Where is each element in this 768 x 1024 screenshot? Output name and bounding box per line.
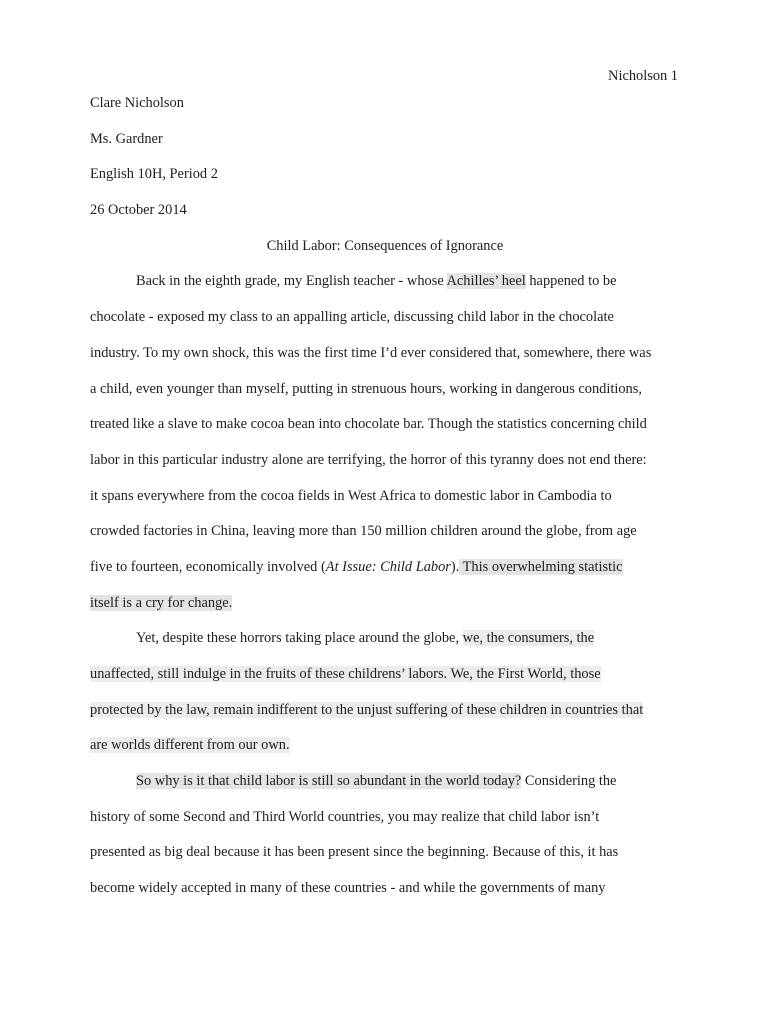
paragraph-2-line-4 — [90, 734, 680, 770]
essay-date: 26 October 2014 — [90, 202, 187, 219]
paragraph-1-line-5: treated like a slave to make cocoa bean into chocolate bar. Though the statistics concerning child — [90, 416, 647, 433]
paragraph-3-line-1 — [90, 770, 680, 806]
highlighted-text: unaffected, still indulge in the fruits of these childrens’ labors. We, the First World, those — [90, 666, 601, 682]
paragraph-1-line-3: industry. To my own shock, this was the first time I’d ever considered that, somewhere, there was — [90, 344, 652, 361]
text-segment: Back in the eighth grade, my English teacher - whose — [136, 273, 447, 290]
running-head: Nicholson 1 — [608, 68, 678, 84]
paragraph-2-line-1 — [90, 627, 680, 663]
essay-title: Child Labor: Consequences of Ignorance — [266, 237, 504, 254]
paragraph-1-line-9 — [90, 556, 680, 592]
highlighted-text: This overwhelming statistic — [459, 558, 623, 575]
paragraph-1-line-4: a child, even younger than myself, putting in strenuous hours, working in dangerous conditions, — [90, 380, 642, 397]
text-segment: five to fourteen, economically involved ( — [90, 558, 326, 575]
paragraph-1-line-1 — [90, 270, 680, 306]
text-segment: happened to be — [525, 273, 617, 290]
student-name: Clare Nicholson — [90, 95, 184, 111]
highlighted-text: protected by the law, remain indifferent to the unjust suffering of these children in countries that — [90, 701, 644, 718]
text-segment: Yet, despite these horrors taking place around the globe, — [136, 630, 463, 647]
paragraph-3-line-3: presented as big deal because it has been present since the beginning. Because of this, it has — [90, 844, 619, 861]
paragraph-1-line-10 — [90, 592, 680, 628]
paragraph-1-line-6: labor in this particular industry alone are terrifying, the horror of this tyranny does not end there: — [90, 451, 647, 468]
paragraph-1-line-8: crowded factories in China, leaving more than 150 million children around the globe, from age — [90, 523, 637, 540]
highlighted-text: itself is a cry for change. — [90, 594, 233, 611]
teacher-name: Ms. Gardner — [90, 130, 163, 147]
paragraph-3-line-4: become widely accepted in many of these countries - and while the governments of many — [90, 880, 606, 897]
essay-body — [90, 92, 680, 913]
text-segment: Considering the — [521, 773, 617, 790]
paragraph-1-line-2: chocolate - exposed my class to an appalling article, discussing child labor in the chocolate — [90, 309, 614, 326]
paragraph-2-line-2 — [90, 663, 680, 699]
paragraph-1-line-7: it spans everywhere from the cocoa fields in West Africa to domestic labor in Cambodia to — [90, 487, 612, 504]
course-name: English 10H, Period 2 — [90, 166, 218, 183]
highlighted-text: are worlds different from our own. — [90, 737, 290, 754]
highlighted-text: we, the consumers, the — [462, 630, 595, 647]
citation: At Issue: Child Labor — [325, 558, 451, 575]
text-segment: ). — [450, 558, 460, 575]
highlighted-text: So why is it that child labor is still so abundant in the world today? — [136, 773, 522, 790]
paragraph-3-line-2: history of some Second and Third World countries, you may realize that child labor isn’t — [90, 808, 600, 825]
paragraph-2-line-3 — [90, 699, 680, 735]
highlighted-text: Achilles’ heel — [446, 273, 526, 290]
